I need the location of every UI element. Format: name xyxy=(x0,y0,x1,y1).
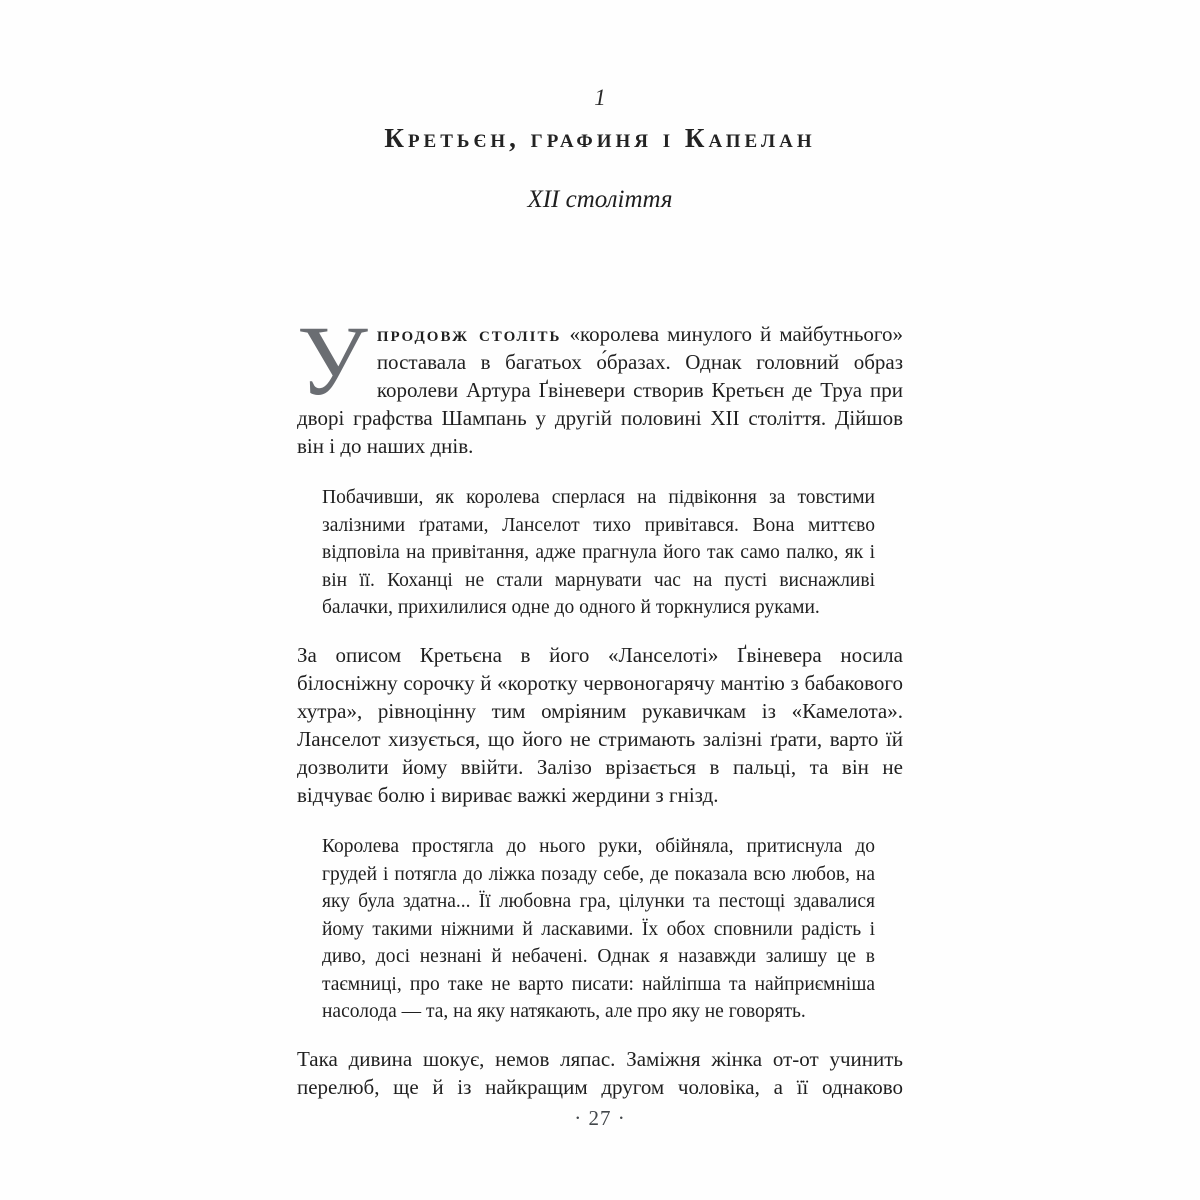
opening-paragraph xyxy=(297,305,903,460)
chapter-number: 1 xyxy=(594,85,606,110)
block-quote-1-text: Побачивши, як королева сперлася на підвіконня за товстими залізними ґратами, Ланселот тихо привітався. Вона миттєво відповіла на привітання, адже прагнула його так само палко, як і він її. Коханці не стали марнувати час на пусті виснажливі балачки, прихилилися одне до одного й торкнулися руками. xyxy=(322,487,875,618)
page-content xyxy=(297,305,903,1101)
drop-cap: У xyxy=(297,305,368,416)
block-quote-1 xyxy=(322,484,875,622)
opening-paragraph-text: «королева минулого й майбутнього» поставала в багатьох о́бразах. Однак головний образ королеви Артура Ґвіневери створив Кретьєн де Труа при дворі графства Шампань у другій половині XII століття. Дійшов він і до наших днів. xyxy=(297,322,903,458)
lead-in-small-caps: продовж століть xyxy=(376,322,562,346)
page-number: · 27 · xyxy=(574,1106,626,1130)
body-paragraph-2-text: Така дивина шокує, немов ляпас. Заміжня жінка от-от учинить перелюб, ще й із найкращим другом чоловіка, а її однаково xyxy=(297,1047,903,1099)
block-quote-2-text: Королева простягла до нього руки, обійняла, притиснула до грудей і потягла до ліжка позаду себе, де показала всю любов, на яку була здатна... Її любовна гра, цілунки та пестощі здавалися йому такими ніжними й ласкавими. Їх обох сповнили радість і диво, досі незнані й небачені. Однак я назавжди залишу це в таємниці, про таке не варто писати: найліпша та найприємніша насолода — та, на яку натякають, але про яку не говорять. xyxy=(322,836,875,1022)
body-paragraph-1-text: За описом Кретьєна в його «Ланселоті» Ґвіневера носила білосніжну сорочку й «коротку червоногарячу мантію з бабакового хутра», рівноцінну тим омріяним рукавичкам із «Камелота». Ланселот хизується, що його не стримають залізні ґрати, варто їй дозволити йому ввійти. Залізо врізається в пальці, та він не відчуває болю і вириває важкі жердини з гнізд. xyxy=(297,643,903,807)
body-paragraph-2 xyxy=(297,1045,903,1101)
body-paragraph-1 xyxy=(297,641,903,809)
chapter-header xyxy=(0,0,1200,216)
chapter-title: Кретьєн, графиня і Капелан xyxy=(384,123,816,153)
chapter-subtitle: XII століття xyxy=(527,186,673,213)
block-quote-2 xyxy=(322,833,875,1026)
